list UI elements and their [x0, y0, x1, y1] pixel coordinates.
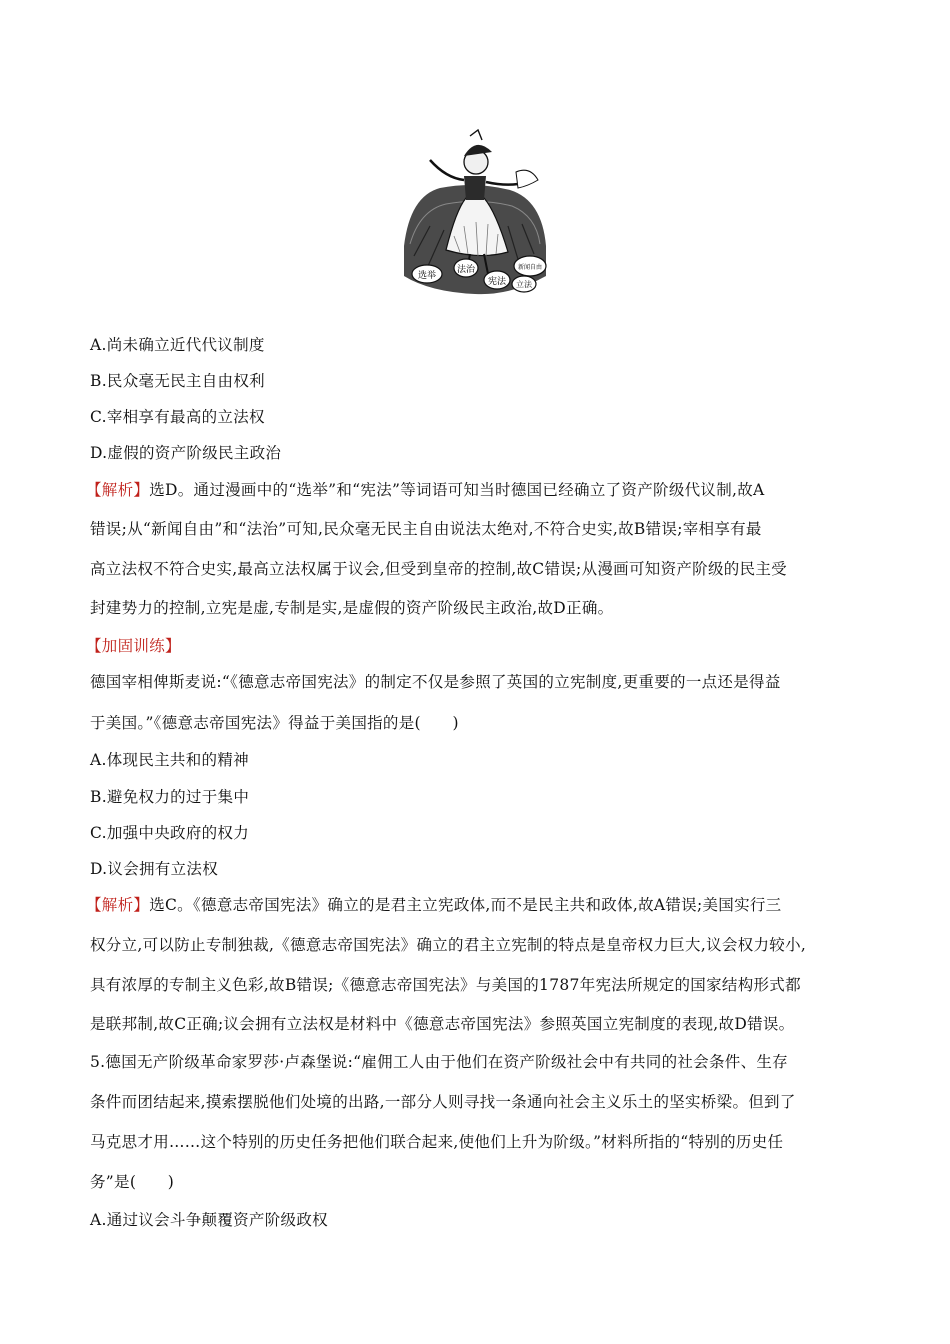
stone-label: 宪法 — [487, 277, 507, 287]
training-analysis-line: 具有浓厚的专制主义色彩,故B错误;《德意志帝国宪法》与美国的1787年宪法所规定的国家结构形式都 — [90, 976, 801, 994]
training-analysis-line: 权分立,可以防止专制独裁,《德意志帝国宪法》确立的君主立宪制的特点是皇帝权力巨大,议会权力较小, — [90, 936, 807, 954]
analysis-line: 错误;从“新闻自由”和“法治”可知,民众毫无民主自由说法太绝对,不符合史实,故B错误;宰相享有最 — [90, 520, 762, 538]
q5-question-line: 条件而团结起来,摸索摆脱他们处境的出路,一部分人则寻找一条通向社会主义乐土的坚实桥梁。但到了 — [90, 1093, 796, 1111]
training-option-b: B.避免权力的过于集中 — [90, 788, 250, 806]
q5-question-line: 5.德国无产阶级革命家罗莎·卢森堡说:“雇佣工人由于他们在资产阶级社会中有共同的社会条件、生存 — [90, 1053, 788, 1071]
training-option-a: A.体现民主共和的精神 — [90, 751, 249, 769]
training-option-c: C.加强中央政府的权力 — [90, 824, 250, 842]
option-c: C.宰相享有最高的立法权 — [90, 408, 265, 426]
analysis-tag: 【解析】 — [86, 481, 150, 499]
stone-label: 新闻自由 — [517, 264, 543, 271]
training-analysis-line: 是联邦制,故C正确;议会拥有立法权是材料中《德意志帝国宪法》参照英国立宪制度的表现,故D错误。 — [90, 1015, 795, 1033]
cartoon-illustration — [400, 126, 550, 298]
stone-label: 立法 — [516, 280, 532, 289]
analysis-text: 选C。《德意志帝国宪法》确立的是君主立宪政体,而不是民主共和政体,故A错误;美国实行三 — [149, 896, 782, 914]
analysis-line — [86, 478, 765, 500]
option-d: D.虚假的资产阶级民主政治 — [90, 444, 282, 462]
training-question-line: 于美国。”《德意志帝国宪法》得益于美国指的是( ) — [90, 714, 459, 732]
analysis-line: 高立法权不符合史实,最高立法权属于议会,但受到皇帝的控制,故C错误;从漫画可知资产阶级的民主受 — [90, 560, 787, 578]
training-analysis-line — [86, 893, 782, 915]
option-a: A.尚未确立近代代议制度 — [90, 336, 265, 354]
analysis-line: 封建势力的控制,立宪是虚,专制是实,是虚假的资产阶级民主政治,故D正确。 — [90, 599, 614, 617]
stone-label: 法治 — [456, 265, 476, 275]
analysis-tag: 【解析】 — [86, 896, 150, 914]
q5-option-a: A.通过议会斗争颠覆资产阶级政权 — [90, 1211, 328, 1229]
q5-question-line: 马克思才用……这个特别的历史任务把他们联合起来,使他们上升为阶级。”材料所指的“特别的历史任 — [90, 1133, 784, 1151]
training-heading: 【加固训练】 — [86, 637, 181, 655]
stone-label: 选举 — [417, 271, 437, 281]
analysis-text: 选D。通过漫画中的“选举”和“宪法”等词语可知当时德国已经确立了资产阶级代议制,故A — [149, 481, 765, 499]
training-option-d: D.议会拥有立法权 — [90, 860, 219, 878]
training-question-line: 德国宰相俾斯麦说:“《德意志帝国宪法》的制定不仅是参照了英国的立宪制度,更重要的一点还是得益 — [90, 673, 781, 691]
q5-question-line: 务”是( ) — [90, 1173, 175, 1191]
option-b: B.民众毫无民主自由权利 — [90, 372, 265, 390]
